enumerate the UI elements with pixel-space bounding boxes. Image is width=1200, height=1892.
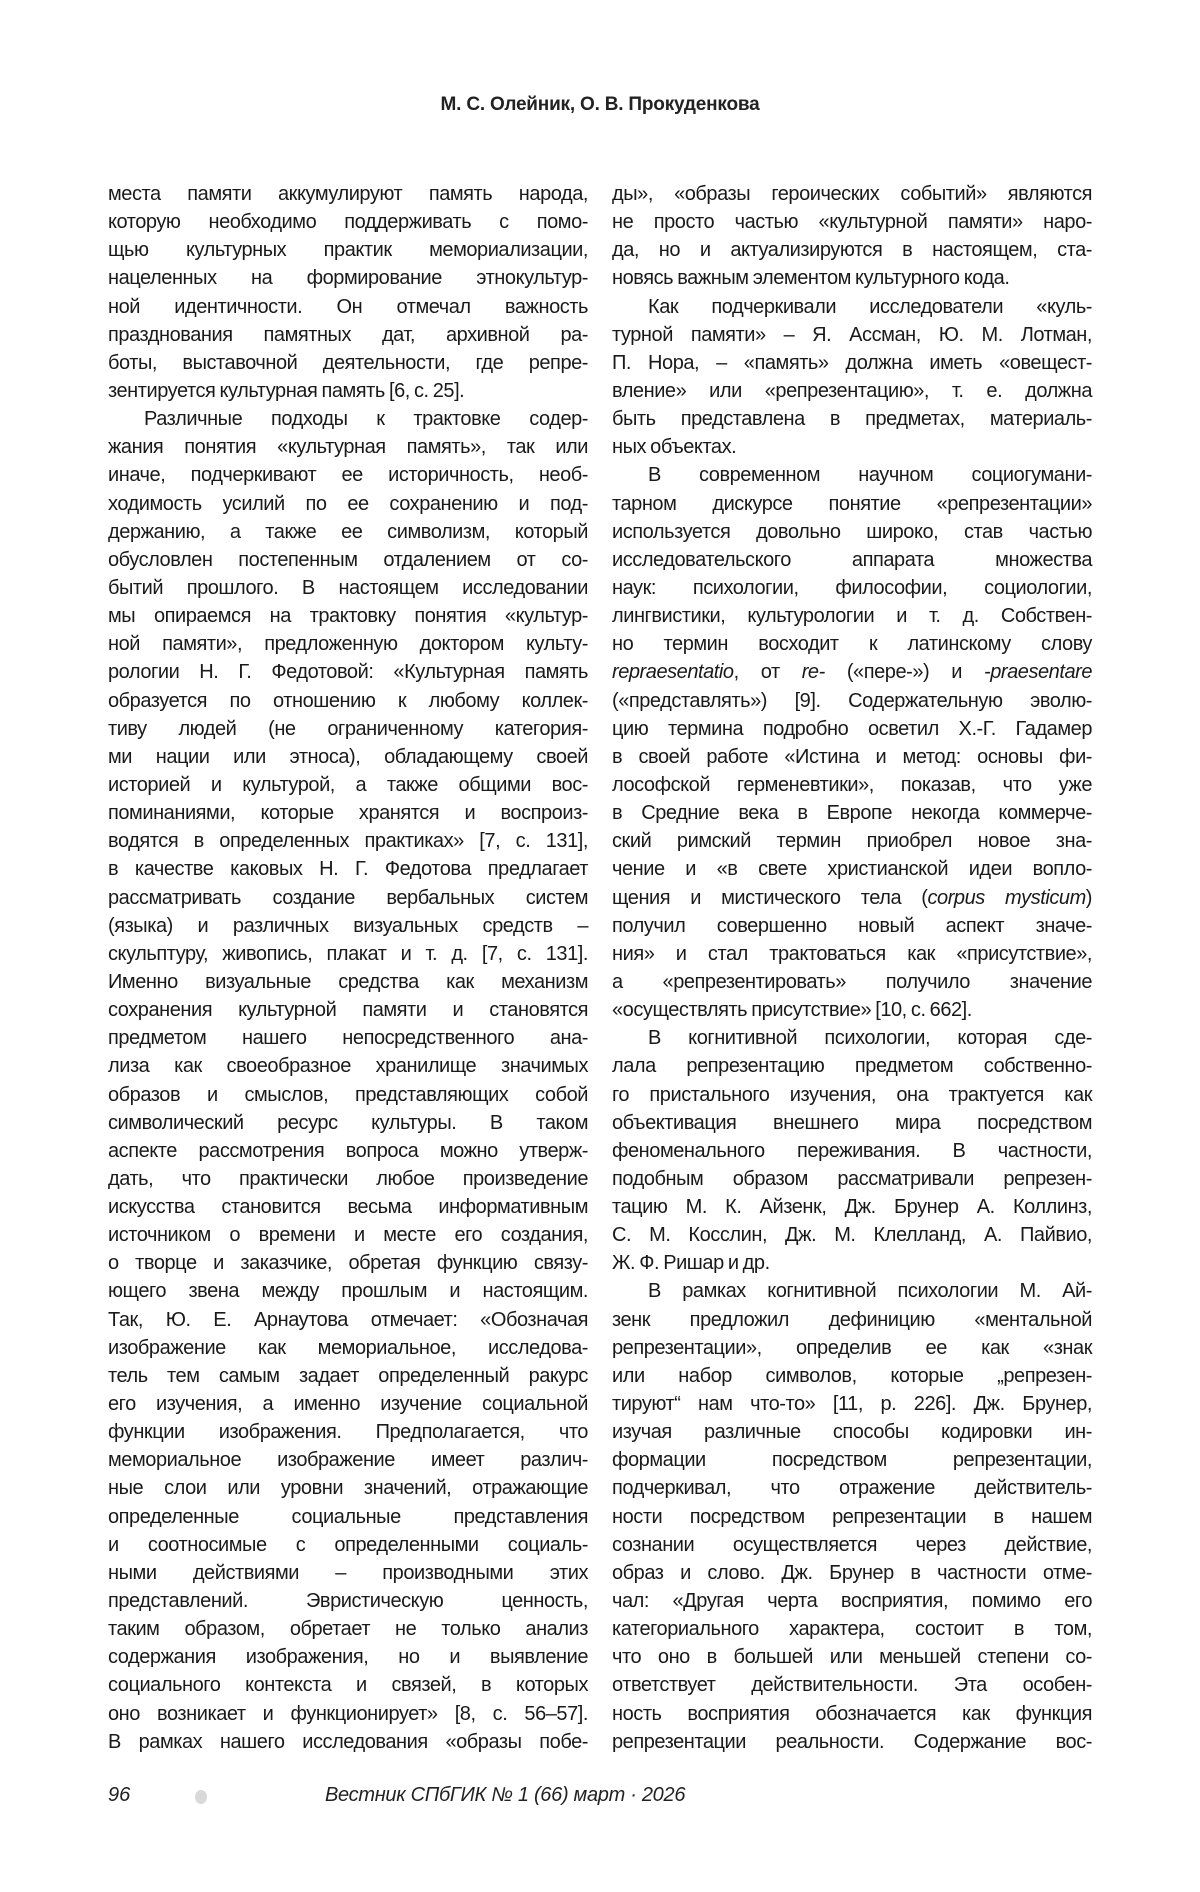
text-line <box>612 1446 1092 1474</box>
text-segment: тацию М. К. Айзенк, Дж. Брунер А. Коллинз, <box>612 1196 1092 1219</box>
text-line <box>612 1615 1092 1643</box>
text-segment: репрезентации», определив ее как «знак <box>612 1336 1092 1359</box>
text-segment: объективация внешнего мира посредством <box>612 1111 1092 1134</box>
text-line <box>108 264 588 292</box>
text-segment: цию термина подробно осветил Х.-Г. Гадамер <box>612 717 1092 740</box>
text-line <box>612 264 1092 292</box>
text-segment: новясь важным элементом культурного кода. <box>612 267 1010 290</box>
text-segment: социального контекста и связей, в которых <box>108 1674 588 1697</box>
text-segment: вление» или «репрезентацию», т. е. должна <box>612 379 1092 402</box>
text-segment: да, но и актуализируются в настоящем, ста- <box>612 239 1092 262</box>
text-segment: В рамках когнитивной психологии М. Ай- <box>648 1280 1092 1303</box>
text-segment: ной памяти», предложенную доктором культу- <box>108 633 588 656</box>
text-line <box>108 293 588 321</box>
text-line <box>612 293 1092 321</box>
text-segment: аспекте рассмотрения вопроса можно утверж- <box>108 1139 588 1162</box>
text-line <box>108 1221 588 1249</box>
text-segment: водятся в определенных практиках» [7, с. 131], <box>108 830 588 853</box>
text-segment: образов и смыслов, представляющих собой <box>108 1083 588 1106</box>
text-segment: ды», «образы героических событий» являются <box>612 183 1092 205</box>
text-line <box>108 687 588 715</box>
text-line <box>612 884 1092 912</box>
text-segment: искусства становится весьма информативным <box>108 1196 588 1219</box>
text-segment: ский римский термин приобрел новое зна- <box>612 830 1092 853</box>
text-line <box>612 1277 1092 1305</box>
text-line <box>612 180 1092 208</box>
text-segment: категориального характера, состоит в том, <box>612 1618 1092 1641</box>
italic-term: re- <box>801 661 825 684</box>
text-line <box>612 996 1092 1024</box>
text-segment: феноменального переживания. В частности, <box>612 1139 1092 1162</box>
text-line <box>108 1728 588 1756</box>
text-segment: таким образом, обретает не только анализ <box>108 1618 588 1641</box>
text-segment: содержания изображения, но и выявление <box>108 1646 588 1669</box>
text-segment: чал: «Другая черта восприятия, помимо его <box>612 1590 1092 1613</box>
text-line <box>108 321 588 349</box>
text-line <box>612 771 1092 799</box>
text-segment: ных объектах. <box>612 436 737 459</box>
text-line <box>612 687 1092 715</box>
text-line <box>612 912 1092 940</box>
text-line <box>612 1081 1092 1109</box>
text-segment: а «репрезентировать» получило значение <box>612 970 1092 993</box>
text-line <box>108 1503 588 1531</box>
text-line <box>108 1559 588 1587</box>
text-line <box>612 1671 1092 1699</box>
text-segment: ) <box>1085 886 1093 909</box>
text-line <box>108 1193 588 1221</box>
text-segment: образ и слово. Дж. Брунер в частности отме- <box>612 1561 1092 1584</box>
text-line <box>108 377 588 405</box>
text-segment: исследовательского аппарата множества <box>612 548 1092 571</box>
text-line <box>612 236 1092 264</box>
text-segment: которую необходимо поддерживать с помо- <box>108 211 588 234</box>
text-line <box>108 771 588 799</box>
text-segment: рассматривать создание вербальных систем <box>108 886 588 909</box>
text-segment: не просто частью «культурной памяти» наро- <box>612 211 1092 234</box>
journal-title: Вестник СПбГИК № 1 (66) март · 2026 <box>325 1784 686 1806</box>
text-segment: бытий прошлого. В настоящем исследовании <box>108 576 588 599</box>
text-line <box>108 1446 588 1474</box>
text-line <box>612 799 1092 827</box>
text-line <box>108 546 588 574</box>
text-line <box>612 1362 1092 1390</box>
text-segment: историей и культурой, а также общими вос- <box>108 773 588 796</box>
text-segment: что оно в большей или меньшей степени со- <box>612 1646 1092 1669</box>
text-line <box>612 968 1092 996</box>
text-line <box>108 1165 588 1193</box>
page-footer <box>0 1784 1200 1814</box>
text-line <box>612 1474 1092 1502</box>
text-line <box>108 884 588 912</box>
text-line <box>108 1249 588 1277</box>
text-line <box>108 574 588 602</box>
text-line <box>612 1334 1092 1362</box>
text-segment: его изучения, а именно изучение социальной <box>108 1393 588 1416</box>
text-segment: наук: психологии, философии, социологии, <box>612 576 1092 599</box>
text-line <box>612 1109 1092 1137</box>
text-segment: (языка) и различных визуальных средств – <box>108 914 588 937</box>
italic-term: -praesentare <box>984 661 1093 684</box>
text-segment: иначе, подчеркивают ее историчность, необ- <box>108 464 588 487</box>
text-line <box>108 743 588 771</box>
text-line <box>612 377 1092 405</box>
text-segment: тель тем самым задает определенный ракурс <box>108 1364 588 1387</box>
text-segment: «осуществлять присутствие» [10, с. 662]. <box>612 999 972 1022</box>
text-line <box>612 433 1092 461</box>
text-segment: С. М. Косслин, Дж. М. Клелланд, А. Пайвио, <box>612 1224 1092 1247</box>
text-segment: нацеленных на формирование этнокультур- <box>108 267 588 290</box>
left-text-column <box>108 180 588 1756</box>
text-line <box>108 349 588 377</box>
text-line <box>108 1418 588 1446</box>
text-line <box>108 433 588 461</box>
text-line <box>108 996 588 1024</box>
text-line <box>612 1052 1092 1080</box>
text-segment: лингвистики, культурологии и т. д. Собствен- <box>612 605 1092 628</box>
running-header-authors: М. С. Олейник, О. В. Прокуденкова <box>440 94 760 115</box>
text-segment: зентируется культурная память [6, с. 25]. <box>108 379 465 402</box>
text-line <box>612 827 1092 855</box>
text-line <box>612 405 1092 433</box>
text-segment: боты, выставочной деятельности, где репре- <box>108 351 588 374</box>
text-line <box>108 1700 588 1728</box>
text-segment: ния» и стал трактоваться как «присутствие», <box>612 942 1092 965</box>
text-line <box>108 208 588 236</box>
text-segment: зенк предложил дефиницию «ментальной <box>612 1308 1092 1331</box>
text-line <box>612 490 1092 518</box>
text-segment: празднования памятных дат, архивной ра- <box>108 323 588 346</box>
text-segment: дать, что практически любое произведение <box>108 1167 588 1190</box>
text-line <box>108 1390 588 1418</box>
text-line <box>108 940 588 968</box>
text-line <box>612 1587 1092 1615</box>
text-line <box>612 602 1092 630</box>
text-segment: чение и «в свете христианской идеи вопло- <box>612 858 1092 881</box>
text-segment: изображение как мемориальное, исследова- <box>108 1336 588 1359</box>
text-segment: определенные социальные представления <box>108 1505 588 1528</box>
text-segment: («представлять») [9]. Содержательную эволю- <box>612 689 1092 712</box>
text-segment: щью культурных практик мемориализации, <box>108 239 588 262</box>
text-segment: П. Нора, – «память» должна иметь «овещест- <box>612 351 1092 374</box>
text-segment: формации посредством репрезентации, <box>612 1449 1092 1472</box>
text-segment: в своей работе «Истина и метод: основы фи- <box>612 745 1092 768</box>
text-line <box>612 1418 1092 1446</box>
text-line <box>108 461 588 489</box>
text-line <box>612 1306 1092 1334</box>
text-line <box>108 799 588 827</box>
text-line <box>108 912 588 940</box>
text-line <box>612 349 1092 377</box>
text-segment: образуется по отношению к любому коллек- <box>108 689 588 712</box>
text-segment: подобным образом рассматривали репрезен- <box>612 1167 1092 1190</box>
text-line <box>108 1052 588 1080</box>
text-segment: но термин восходит к латинскому слову <box>612 633 1092 656</box>
text-segment: («пере-») и <box>824 661 985 684</box>
text-segment: сознании осуществляется через действие, <box>612 1533 1092 1556</box>
text-segment: рологии Н. Г. Федотовой: «Культурная память <box>108 661 588 684</box>
text-line <box>612 630 1092 658</box>
text-line <box>612 1193 1092 1221</box>
text-line <box>108 180 588 208</box>
text-segment: ные слои или уровни значений, отражающие <box>108 1477 588 1500</box>
text-segment: подчеркивал, что отражение действитель- <box>612 1477 1092 1500</box>
text-segment: быть представлена в предметах, материаль- <box>612 408 1092 431</box>
page-number: 96 <box>108 1784 131 1806</box>
text-line <box>108 1671 588 1699</box>
text-line <box>612 321 1092 349</box>
text-segment: символический ресурс культуры. В таком <box>108 1111 588 1134</box>
text-segment: функции изображения. Предполагается, что <box>108 1421 588 1444</box>
text-line <box>108 1334 588 1362</box>
text-segment: Ж. Ф. Ришар и др. <box>612 1252 770 1275</box>
right-text-column <box>612 180 1092 1756</box>
text-line <box>108 1024 588 1052</box>
text-line <box>612 1024 1092 1052</box>
text-segment: места памяти аккумулируют память народа, <box>108 183 588 205</box>
text-line <box>108 658 588 686</box>
text-line <box>108 855 588 883</box>
text-segment: сохранения культурной памяти и становятся <box>108 999 588 1022</box>
text-segment: обусловлен постепенным отдалением от со- <box>108 548 588 571</box>
text-line <box>612 1165 1092 1193</box>
text-segment: тиву людей (не ограниченному категория- <box>108 717 588 740</box>
footer-dot-icon <box>195 1790 207 1804</box>
text-segment: в качестве каковых Н. Г. Федотова предлагает <box>108 858 588 881</box>
text-line <box>108 715 588 743</box>
text-segment: о творце и заказчике, обретая функцию связу- <box>108 1252 588 1275</box>
text-segment: В когнитивной психологии, которая сде- <box>648 1027 1092 1050</box>
text-line <box>612 940 1092 968</box>
text-line <box>108 1081 588 1109</box>
text-line <box>612 1221 1092 1249</box>
text-segment: щения и мистического тела ( <box>612 886 928 909</box>
text-segment: предметом нашего непосредственного ана- <box>108 1027 588 1050</box>
text-line <box>612 461 1092 489</box>
text-segment: тируют“ нам что-то» [11, p. 226]. Дж. Брунер, <box>612 1393 1092 1416</box>
text-line <box>108 236 588 264</box>
text-segment: В современном научном социогумани- <box>648 464 1092 487</box>
text-segment: В рамках нашего исследования «образы побе- <box>108 1730 588 1753</box>
text-line <box>108 1277 588 1305</box>
text-segment: в Средние века в Европе некогда коммерче- <box>612 802 1092 825</box>
text-line <box>108 968 588 996</box>
text-line <box>108 1474 588 1502</box>
text-segment: Так, Ю. Е. Арнаутова отмечает: «Обозначая <box>108 1308 588 1331</box>
text-segment: получил совершенно новый аспект значе- <box>612 914 1092 937</box>
text-segment: Как подчеркивали исследователи «куль- <box>648 295 1092 318</box>
text-segment: изучая различные способы кодировки ин- <box>612 1421 1092 1444</box>
text-segment: лософской герменевтики», показав, что уже <box>612 773 1092 796</box>
text-segment: представлений. Эвристическую ценность, <box>108 1590 588 1613</box>
text-segment: мы опираемся на трактовку понятия «культур- <box>108 605 588 628</box>
text-line <box>108 405 588 433</box>
text-segment: ной идентичности. Он отмечал важность <box>108 295 588 318</box>
text-segment: или набор символов, которые „репрезен- <box>612 1364 1092 1387</box>
text-line <box>108 1531 588 1559</box>
text-segment: лала репрезентацию предметом собственно- <box>612 1055 1092 1078</box>
text-segment: репрезентации реальности. Содержание вос- <box>612 1730 1092 1753</box>
text-line <box>108 630 588 658</box>
italic-term: corpus mysticum <box>927 886 1086 909</box>
text-line <box>612 546 1092 574</box>
text-line <box>108 518 588 546</box>
text-line <box>108 1643 588 1671</box>
text-segment: Именно визуальные средства как механизм <box>108 970 588 993</box>
text-line <box>612 743 1092 771</box>
text-line <box>612 1559 1092 1587</box>
text-line <box>612 715 1092 743</box>
text-segment: ответствует действительности. Эта особен- <box>612 1674 1092 1697</box>
text-line <box>612 1531 1092 1559</box>
text-segment: ными действиями – производными этих <box>108 1561 588 1584</box>
text-line <box>612 1728 1092 1756</box>
text-line <box>612 1137 1092 1165</box>
text-segment: лиза как своеобразное хранилище значимых <box>108 1055 588 1078</box>
italic-term: repraesentatio <box>612 661 734 684</box>
text-line <box>612 855 1092 883</box>
text-line <box>108 1587 588 1615</box>
text-line <box>108 1306 588 1334</box>
text-line <box>612 208 1092 236</box>
text-segment: , от <box>733 661 802 684</box>
text-line <box>108 490 588 518</box>
text-line <box>108 1137 588 1165</box>
text-segment: скульптуру, живопись, плакат и т. д. [7, с. 131]. <box>108 942 588 965</box>
text-segment: тарном дискурсе понятие «репрезентации» <box>612 492 1092 515</box>
text-line <box>612 1700 1092 1728</box>
text-line <box>612 1390 1092 1418</box>
text-line <box>612 1503 1092 1531</box>
text-segment: турной памяти» – Я. Ассман, Ю. М. Лотман, <box>612 323 1092 346</box>
text-segment: используется довольно широко, став частью <box>612 520 1092 543</box>
text-segment: ности посредством репрезентации в нашем <box>612 1505 1092 1528</box>
text-segment: оно возникает и функционирует» [8, с. 56–57]. <box>108 1702 588 1725</box>
text-line <box>612 1643 1092 1671</box>
text-line <box>108 1615 588 1643</box>
text-segment: держанию, а также ее символизм, который <box>108 520 588 543</box>
text-segment: ющего звена между прошлым и настоящим. <box>108 1280 588 1303</box>
text-segment: и соотносимые с определенными социаль- <box>108 1533 588 1556</box>
text-line <box>108 827 588 855</box>
text-segment: Различные подходы к трактовке содер- <box>144 408 588 431</box>
text-segment: ходимость усилий по ее сохранению и под- <box>108 492 588 515</box>
text-line <box>108 1362 588 1390</box>
text-line <box>108 602 588 630</box>
text-segment: ность восприятия обозначается как функция <box>612 1702 1092 1725</box>
text-segment: ми нации или этноса), обладающему своей <box>108 745 588 768</box>
text-line <box>612 1249 1092 1277</box>
text-segment: источником о времени и месте его создания, <box>108 1224 588 1247</box>
text-segment: жания понятия «культурная память», так или <box>108 436 588 459</box>
text-segment: поминаниями, которые хранятся и воспроиз- <box>108 802 588 825</box>
text-line <box>612 574 1092 602</box>
text-line <box>108 1109 588 1137</box>
text-segment: мемориальное изображение имеет различ- <box>108 1449 588 1472</box>
text-segment: го пристального изучения, она трактуется как <box>612 1083 1092 1106</box>
text-line <box>612 658 1092 686</box>
text-line <box>612 518 1092 546</box>
